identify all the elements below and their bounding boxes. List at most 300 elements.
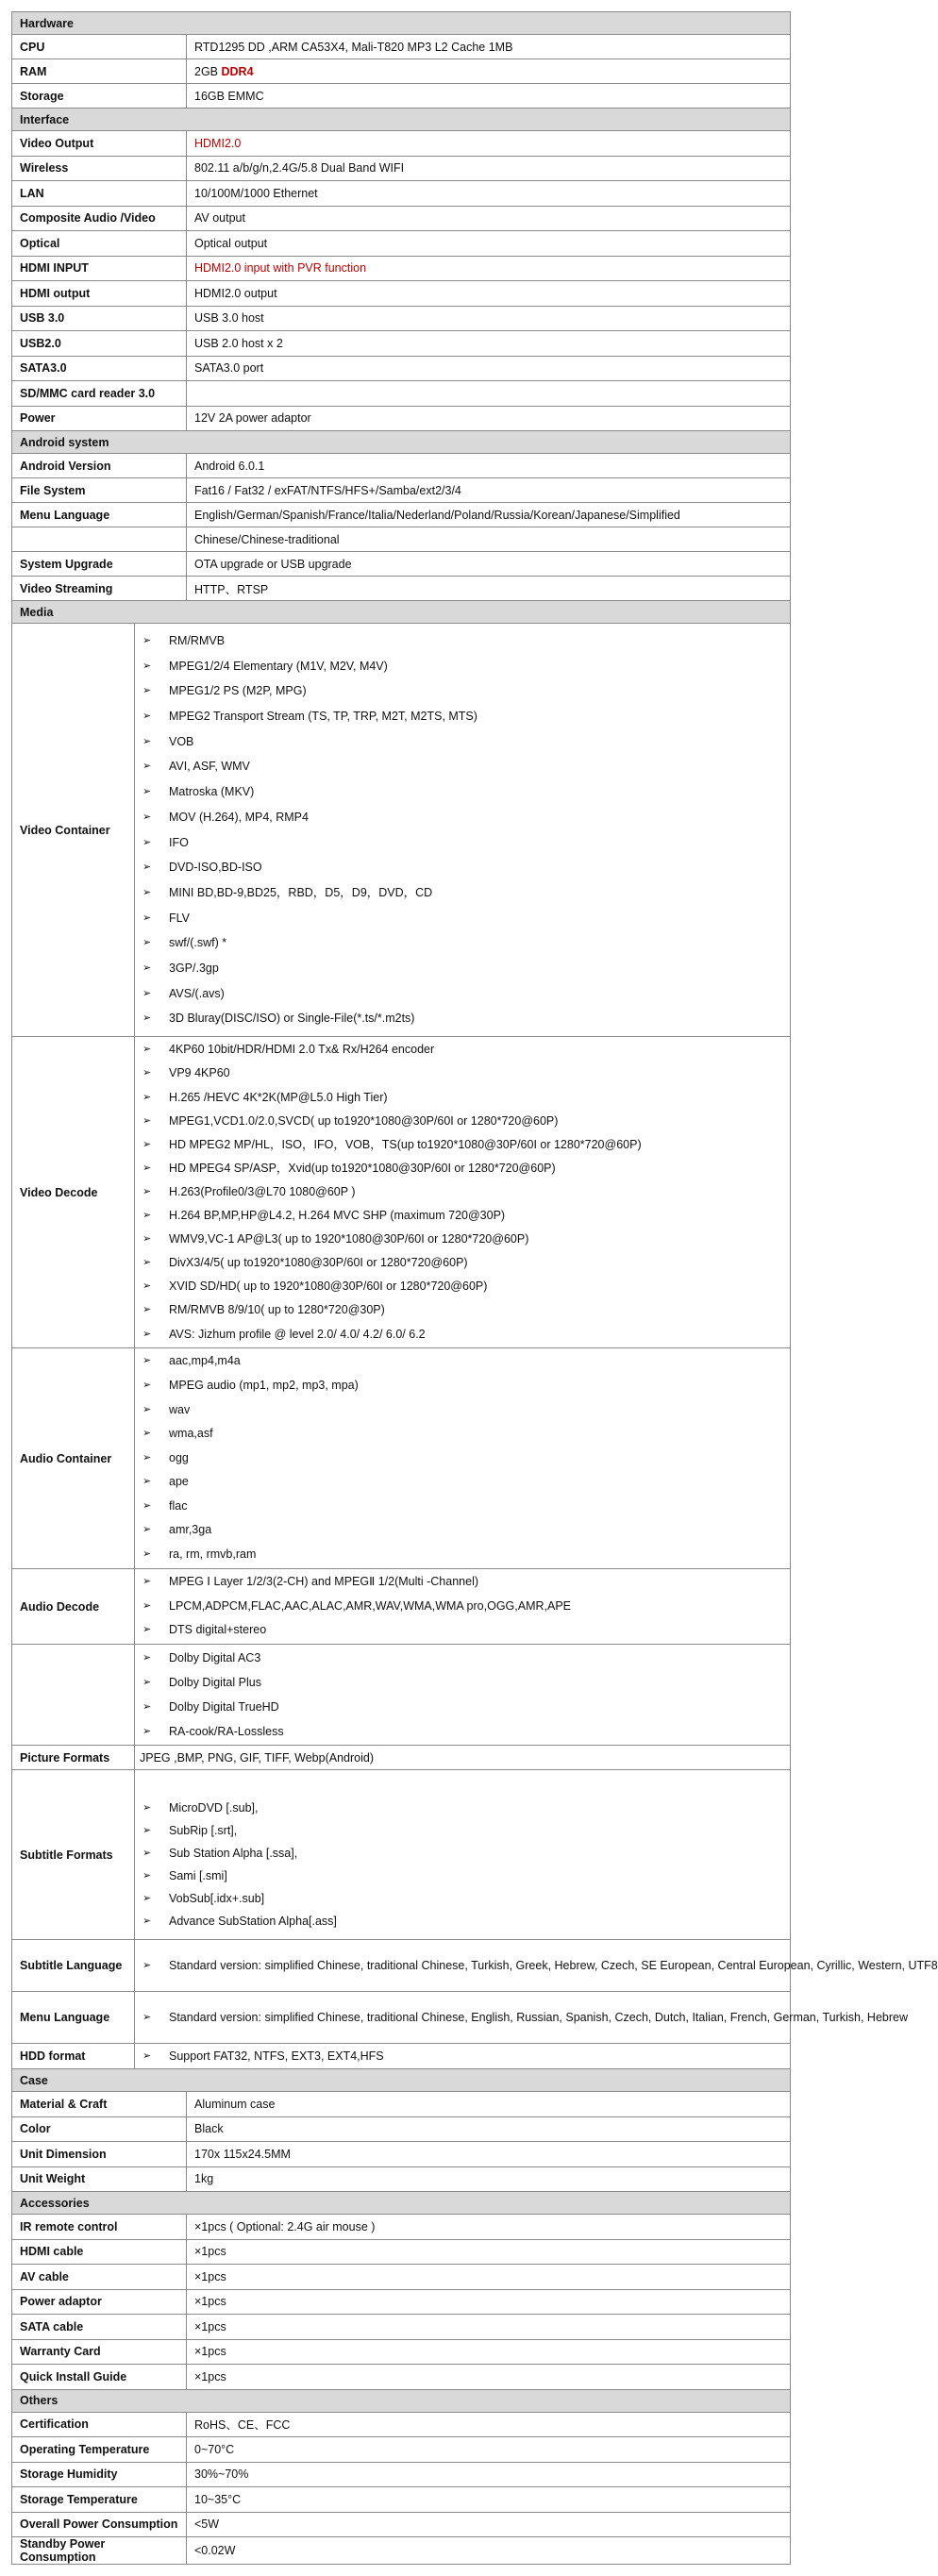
list-item <box>135 2006 909 2030</box>
accessory-3-value: ×1pcs <box>187 2289 791 2315</box>
list-item <box>135 1819 790 1842</box>
interface-5-label: HDMI INPUT <box>12 256 187 281</box>
bullet-arrow-icon: ➢ <box>142 1801 152 1814</box>
storage-row <box>12 84 791 109</box>
list-item-text: FLV <box>169 911 190 925</box>
list-item-text: MPEG2 Transport Stream (TS, TP, TRP, M2T, M2TS, MTS) <box>169 709 477 723</box>
menu-language-value: English/German/Spanish/France/Italia/Nederland/Poland/Russia/Korean/Japanese/Simplified <box>187 503 791 527</box>
bullet-arrow-icon: ➢ <box>142 1328 152 1340</box>
bullet-arrow-icon: ➢ <box>142 634 152 646</box>
subtitle-formats-list <box>135 1770 791 1940</box>
list-item-text: DivX3/4/5( up to1920*1080@30P/60I or 1280*720@60P) <box>169 1256 468 1270</box>
list-item <box>135 1646 790 1670</box>
accessory-1-value: ×1pcs <box>187 2239 791 2265</box>
list-item-text: MPEG1,VCD1.0/2.0,SVCD( up to1920*1080@30P/60I or 1280*720@60P) <box>169 1113 559 1128</box>
storage-value: 16GB EMMC <box>187 84 791 109</box>
interface-6-row <box>12 281 791 307</box>
interface-5-value: HDMI2.0 input with PVR function <box>187 256 791 281</box>
ram-value <box>187 59 791 84</box>
list-item-text: XVID SD/HD( up to 1920*1080@30P/60I or 1280*720@60P) <box>169 1280 488 1294</box>
accessory-6-label: Quick Install Guide <box>12 2365 187 2390</box>
others-3-row <box>12 2487 791 2513</box>
bullet-arrow-icon: ➢ <box>142 735 152 747</box>
accessory-6-value: ×1pcs <box>187 2365 791 2390</box>
case-1-row <box>12 2116 791 2142</box>
list-item <box>135 1133 790 1157</box>
interface-11-row <box>12 406 791 431</box>
others-3-value: 10~35°C <box>187 2487 791 2513</box>
menu-language-label: Menu Language <box>12 503 187 527</box>
list-item-text: Dolby Digital TrueHD <box>169 1700 279 1714</box>
list-item-text: Dolby Digital Plus <box>169 1676 261 1689</box>
list-item <box>135 1670 790 1695</box>
list-item <box>135 1470 790 1495</box>
list-item <box>135 1180 790 1204</box>
others-3-label: Storage Temperature <box>12 2487 187 2513</box>
list-item-text: Advance SubStation Alpha[.ass] <box>169 1914 337 1928</box>
accessory-4-label: SATA cable <box>12 2315 187 2340</box>
list-item <box>135 880 790 906</box>
case-0-row <box>12 2092 791 2117</box>
bullet-arrow-icon: ➢ <box>142 1280 152 1293</box>
bullet-arrow-icon: ➢ <box>142 685 152 697</box>
storage-label: Storage <box>12 84 187 109</box>
case-1-value: Black <box>187 2116 791 2142</box>
interface-0-value: HDMI2.0 <box>187 131 791 157</box>
others-5-label: Standby Power Consumption <box>12 2537 187 2565</box>
bullet-arrow-icon: ➢ <box>142 2011 152 2023</box>
interface-11-label: Power <box>12 406 187 431</box>
list-item-text: MPEG1/2/4 Elementary (M1V, M2V, M4V) <box>169 659 388 673</box>
bullet-arrow-icon: ➢ <box>142 660 152 672</box>
case-3-label: Unit Weight <box>12 2166 187 2192</box>
list-item-text: AVS/(.avs) <box>169 986 225 1000</box>
list-item <box>135 678 790 704</box>
accessory-3-row <box>12 2289 791 2315</box>
case-3-value: 1kg <box>187 2166 791 2192</box>
case-3-row <box>12 2166 791 2192</box>
video-decode-row <box>12 1037 791 1348</box>
bullet-arrow-icon: ➢ <box>142 1576 152 1588</box>
list-item <box>135 1398 790 1423</box>
accessory-5-label: Warranty Card <box>12 2339 187 2365</box>
list-item <box>135 1887 790 1910</box>
others-0-value: RoHS、CE、FCC <box>187 2412 791 2437</box>
list-item-text: Sami [.smi] <box>169 1868 227 1882</box>
bullet-arrow-icon: ➢ <box>142 1379 152 1391</box>
subtitle-formats-items <box>135 1778 790 1932</box>
list-item <box>135 654 790 679</box>
video-container-row <box>12 624 791 1037</box>
section-title: Interface <box>12 109 791 131</box>
interface-3-row <box>12 206 791 231</box>
list-item <box>135 1695 790 1719</box>
others-2-value: 30%~70% <box>187 2462 791 2487</box>
interface-section-header <box>12 109 791 131</box>
bullet-arrow-icon: ➢ <box>142 1257 152 1269</box>
list-item-text: ra, rm, rmvb,ram <box>169 1547 257 1562</box>
audio-container-list <box>135 1348 791 1569</box>
subtitle-language-label: Subtitle Language <box>12 1940 135 1992</box>
audio-extra-row <box>12 1645 791 1746</box>
bullet-arrow-icon: ➢ <box>142 1114 152 1127</box>
list-item <box>135 729 790 755</box>
accessories-section-header <box>12 2192 791 2215</box>
menu-language-media-label: Menu Language <box>12 1992 135 2044</box>
interface-10-row <box>12 381 791 407</box>
bullet-arrow-icon: ➢ <box>142 1726 152 1737</box>
others-4-label: Overall Power Consumption <box>12 2512 187 2537</box>
list-item-text: Matroska (MKV) <box>169 785 255 799</box>
video-container-list <box>135 624 791 1037</box>
audio-container-items <box>135 1349 790 1566</box>
list-item <box>135 1062 790 1085</box>
list-item-text: Standard version: simplified Chinese, traditional Chinese, Turkish, Greek, Hebrew, Czech, SE European, Central European, Cyrillic, Western, UTF8 <box>169 1958 938 1972</box>
list-item-text: 3GP/.3gp <box>169 962 219 976</box>
interface-9-row <box>12 356 791 381</box>
interface-3-label: Composite Audio /Video <box>12 206 187 231</box>
ram-row <box>12 59 791 84</box>
interface-6-label: HDMI output <box>12 281 187 307</box>
others-section-header <box>12 2389 791 2412</box>
interface-2-value: 10/100M/1000 Ethernet <box>187 181 791 207</box>
bullet-arrow-icon: ➢ <box>142 1012 152 1025</box>
list-item-text: VOB <box>169 734 194 748</box>
bullet-arrow-icon: ➢ <box>142 1599 152 1612</box>
accessory-4-value: ×1pcs <box>187 2315 791 2340</box>
bullet-arrow-icon: ➢ <box>142 1959 152 1971</box>
bullet-arrow-icon: ➢ <box>142 1476 152 1488</box>
list-item <box>135 1447 790 1471</box>
bullet-arrow-icon: ➢ <box>142 1138 152 1150</box>
interface-1-value: 802.11 a/b/g/n,2.4G/5.8 Dual Band WIFI <box>187 156 791 181</box>
bullet-arrow-icon: ➢ <box>142 2050 152 2062</box>
list-item <box>135 1842 790 1865</box>
bullet-arrow-icon: ➢ <box>142 761 152 773</box>
menu-language-media-list <box>135 1992 909 2044</box>
spec-table <box>11 11 938 2565</box>
menu-language-cont-value: Chinese/Chinese-traditional <box>187 527 791 552</box>
case-section-header <box>12 2069 791 2092</box>
system-upgrade-value: OTA upgrade or USB upgrade <box>187 552 791 577</box>
case-2-row <box>12 2142 791 2167</box>
section-title: Case <box>12 2069 791 2092</box>
file-system-row <box>12 478 791 503</box>
list-item-text: MINI BD,BD-9,BD25，RBD，D5，D9，DVD，CD <box>169 885 433 899</box>
bullet-arrow-icon: ➢ <box>142 836 152 848</box>
list-item <box>135 1251 790 1275</box>
list-item <box>135 1323 790 1347</box>
interface-6-value: HDMI2.0 output <box>187 281 791 307</box>
interface-0-label: Video Output <box>12 131 187 157</box>
list-item-text: aac,mp4,m4a <box>169 1354 241 1368</box>
others-5-row <box>12 2537 791 2565</box>
video-decode-label: Video Decode <box>12 1037 135 1348</box>
case-0-label: Material & Craft <box>12 2092 187 2117</box>
hardware-section-header <box>12 12 791 35</box>
list-item-text: 4KP60 10bit/HDR/HDMI 2.0 Tx& Rx/H264 encoder <box>169 1043 435 1057</box>
list-item <box>135 1038 790 1062</box>
list-item <box>135 956 790 981</box>
others-4-value: <5W <box>187 2512 791 2537</box>
bullet-arrow-icon: ➢ <box>142 1524 152 1536</box>
interface-4-value: Optical output <box>187 231 791 257</box>
interface-10-value <box>187 381 791 407</box>
section-title: Android system <box>12 431 791 454</box>
list-item <box>135 1719 790 1744</box>
bullet-arrow-icon: ➢ <box>142 1915 152 1927</box>
subtitle-formats-row <box>12 1770 791 1940</box>
list-item <box>135 704 790 729</box>
accessory-2-value: ×1pcs <box>187 2265 791 2290</box>
list-item-text: Sub Station Alpha [.ssa], <box>169 1846 298 1860</box>
list-item <box>135 1157 790 1180</box>
list-item <box>135 1349 790 1374</box>
section-title: Hardware <box>12 12 791 35</box>
list-item <box>135 2045 790 2067</box>
list-item <box>135 754 790 779</box>
bullet-arrow-icon: ➢ <box>142 1428 152 1440</box>
bullet-arrow-icon: ➢ <box>142 1624 152 1636</box>
list-item-text: DVD-ISO,BD-ISO <box>169 861 262 875</box>
interface-0-row <box>12 131 791 157</box>
others-1-label: Operating Temperature <box>12 2437 187 2463</box>
list-item-text: RA-cook/RA-Lossless <box>169 1725 284 1738</box>
accessory-5-row <box>12 2339 791 2365</box>
list-item <box>135 1298 790 1322</box>
system-upgrade-label: System Upgrade <box>12 552 187 577</box>
list-item <box>135 1275 790 1298</box>
list-item-text: AVS: Jizhum profile @ level 2.0/ 4.0/ 4.2/ 6.0/ 6.2 <box>169 1327 426 1341</box>
list-item <box>135 805 790 830</box>
video-streaming-row <box>12 577 791 601</box>
list-item <box>135 1570 790 1595</box>
list-item-text: H.263(Profile0/3@L70 1080@60P ) <box>169 1184 356 1198</box>
audio-container-label: Audio Container <box>12 1348 135 1569</box>
list-item-text: DTS digital+stereo <box>169 1623 267 1637</box>
list-item-text: MPEG1/2 PS (M2P, MPG) <box>169 684 307 698</box>
spec-sheet <box>11 11 938 2565</box>
accessory-2-row <box>12 2265 791 2290</box>
interface-10-label: SD/MMC card reader 3.0 <box>12 381 187 407</box>
list-item <box>135 906 790 931</box>
case-2-value: 170x 115x24.5MM <box>187 2142 791 2167</box>
subtitle-language-list <box>135 1940 938 1992</box>
bullet-arrow-icon: ➢ <box>142 937 152 949</box>
others-5-value: <0.02W <box>187 2537 791 2565</box>
accessory-0-row <box>12 2215 791 2240</box>
bullet-arrow-icon: ➢ <box>142 861 152 874</box>
hdd-format-list <box>135 2044 791 2069</box>
menu-language-row <box>12 503 791 527</box>
list-item <box>135 628 790 654</box>
others-4-row <box>12 2512 791 2537</box>
bullet-arrow-icon: ➢ <box>142 1451 152 1464</box>
list-item-text: flac <box>169 1498 188 1513</box>
list-item <box>135 855 790 880</box>
video-container-items <box>135 628 790 1031</box>
list-item <box>135 779 790 805</box>
interface-7-row <box>12 306 791 331</box>
list-item <box>135 830 790 856</box>
list-item <box>135 1204 790 1228</box>
bullet-arrow-icon: ➢ <box>142 1499 152 1512</box>
list-item <box>135 1797 790 1819</box>
bullet-arrow-icon: ➢ <box>142 1548 152 1561</box>
subtitle-language-items <box>135 1954 938 1978</box>
accessory-4-row <box>12 2315 791 2340</box>
system-upgrade-row <box>12 552 791 577</box>
bullet-arrow-icon: ➢ <box>142 1824 152 1836</box>
audio-decode-label: Audio Decode <box>12 1569 135 1645</box>
interface-1-row <box>12 156 791 181</box>
list-item-text: Support FAT32, NTFS, EXT3, EXT4,HFS <box>169 2049 384 2063</box>
file-system-value: Fat16 / Fat32 / exFAT/NTFS/HFS+/Samba/ext2/3/4 <box>187 478 791 503</box>
accessory-6-row <box>12 2365 791 2390</box>
list-item-text: VobSub[.idx+.sub] <box>169 1891 265 1905</box>
list-item-text: H.265 /HEVC 4K*2K(MP@L5.0 High Tier) <box>169 1090 388 1104</box>
list-item-text: Standard version: simplified Chinese, traditional Chinese, English, Russian, Spanish, Czech, Dutch, Italian, French, German, Turkish, Hebrew <box>169 2010 909 2024</box>
interface-9-label: SATA3.0 <box>12 356 187 381</box>
bullet-arrow-icon: ➢ <box>142 811 152 823</box>
accessory-2-label: AV cable <box>12 2265 187 2290</box>
ram-label: RAM <box>12 59 187 84</box>
android-system-section-header <box>12 431 791 454</box>
list-item <box>135 1595 790 1619</box>
list-item-text: wav <box>169 1402 191 1416</box>
ram-type-highlight: DDR4 <box>221 64 254 78</box>
interface-7-label: USB 3.0 <box>12 306 187 331</box>
audio-decode-row <box>12 1569 791 1645</box>
list-item <box>135 1543 790 1567</box>
section-title: Accessories <box>12 2192 791 2215</box>
others-2-label: Storage Humidity <box>12 2462 187 2487</box>
list-item-text: AVI, ASF, WMV <box>169 760 250 774</box>
list-item-text: swf/(.swf) * <box>169 936 227 950</box>
others-0-label: Certification <box>12 2412 187 2437</box>
menu-language-cont-row <box>12 527 791 552</box>
interface-5-row <box>12 256 791 281</box>
accessory-5-value: ×1pcs <box>187 2339 791 2365</box>
list-item <box>135 1228 790 1251</box>
interface-8-row <box>12 331 791 357</box>
android-version-row <box>12 454 791 478</box>
others-1-row <box>12 2437 791 2463</box>
video-container-label: Video Container <box>12 624 135 1037</box>
media-section-header <box>12 601 791 624</box>
bullet-arrow-icon: ➢ <box>142 1677 152 1688</box>
list-item-text: HD MPEG4 SP/ASP，Xvid(up to1920*1080@30P/60I or 1280*720@60P) <box>169 1161 556 1175</box>
list-item <box>135 1954 938 1978</box>
others-2-row <box>12 2462 791 2487</box>
bullet-arrow-icon: ➢ <box>142 1892 152 1904</box>
interface-11-value: 12V 2A power adaptor <box>187 406 791 431</box>
subtitle-formats-label: Subtitle Formats <box>12 1770 135 1940</box>
interface-2-row <box>12 181 791 207</box>
android-version-value: Android 6.0.1 <box>187 454 791 478</box>
bullet-arrow-icon: ➢ <box>142 1701 152 1713</box>
list-item <box>135 1910 790 1932</box>
list-item-text: WMV9,VC-1 AP@L3( up to 1920*1080@30P/60I or 1280*720@60P) <box>169 1232 529 1246</box>
interface-4-label: Optical <box>12 231 187 257</box>
interface-4-row <box>12 231 791 257</box>
case-0-value: Aluminum case <box>187 2092 791 2117</box>
list-item <box>135 1374 790 1398</box>
bullet-arrow-icon: ➢ <box>142 886 152 898</box>
list-item-text: IFO <box>169 835 189 849</box>
cpu-value: RTD1295 DD ,ARM CA53X4, Mali-T820 MP3 L2 Cache 1MB <box>187 35 791 59</box>
bullet-arrow-icon: ➢ <box>142 1403 152 1415</box>
section-title: Media <box>12 601 791 624</box>
hdd-format-label: HDD format <box>12 2044 135 2069</box>
cpu-label: CPU <box>12 35 187 59</box>
interface-2-label: LAN <box>12 181 187 207</box>
interface-8-value: USB 2.0 host x 2 <box>187 331 791 357</box>
accessory-0-label: IR remote control <box>12 2215 187 2240</box>
others-0-row <box>12 2412 791 2437</box>
accessory-1-row <box>12 2239 791 2265</box>
audio-container-row <box>12 1348 791 1569</box>
bullet-arrow-icon: ➢ <box>142 1233 152 1246</box>
bullet-arrow-icon: ➢ <box>142 962 152 975</box>
list-item-text: MOV (H.264), MP4, RMP4 <box>169 810 309 824</box>
list-item <box>135 1422 790 1447</box>
picture-formats-row <box>12 1746 791 1770</box>
menu-language-media-items <box>135 2006 909 2030</box>
list-item-text: Dolby Digital AC3 <box>169 1651 261 1664</box>
menu-language-cont-label <box>12 527 187 552</box>
audio-extra-label <box>12 1645 135 1746</box>
bullet-arrow-icon: ➢ <box>142 786 152 798</box>
file-system-label: File System <box>12 478 187 503</box>
subtitle-language-row <box>12 1940 791 1992</box>
audio-decode-list <box>135 1569 791 1645</box>
interface-9-value: SATA3.0 port <box>187 356 791 381</box>
picture-formats-label: Picture Formats <box>12 1746 135 1770</box>
bullet-arrow-icon: ➢ <box>142 1162 152 1174</box>
list-item-text: RM/RMVB 8/9/10( up to 1280*720@30P) <box>169 1303 385 1317</box>
list-item <box>135 1086 790 1110</box>
cpu-row <box>12 35 791 59</box>
bullet-arrow-icon: ➢ <box>142 1355 152 1367</box>
audio-extra-items <box>135 1646 790 1744</box>
list-item-text: 3D Bluray(DISC/ISO) or Single-File(*.ts/*.m2ts) <box>169 1012 415 1026</box>
list-item <box>135 981 790 1007</box>
list-item-text: VP9 4KP60 <box>169 1066 230 1080</box>
bullet-arrow-icon: ➢ <box>142 912 152 924</box>
bullet-arrow-icon: ➢ <box>142 987 152 999</box>
interface-8-label: USB2.0 <box>12 331 187 357</box>
android-version-label: Android Version <box>12 454 187 478</box>
bullet-arrow-icon: ➢ <box>142 1869 152 1882</box>
hdd-format-items <box>135 2045 790 2067</box>
list-item <box>135 930 790 956</box>
list-item-text: MPEG Ⅰ Layer 1/2/3(2-CH) and MPEGⅡ 1/2(Multi -Channel) <box>169 1575 479 1589</box>
bullet-arrow-icon: ➢ <box>142 1652 152 1664</box>
hdd-format-row <box>12 2044 791 2069</box>
list-item <box>135 1518 790 1543</box>
list-item-text: HD MPEG2 MP/HL，ISO，IFO，VOB，TS(up to1920*1080@30P/60I or 1280*720@60P) <box>169 1137 642 1151</box>
interface-7-value: USB 3.0 host <box>187 306 791 331</box>
bullet-arrow-icon: ➢ <box>142 1304 152 1316</box>
bullet-arrow-icon: ➢ <box>142 1091 152 1103</box>
ram-value-text: 2GB <box>194 64 222 78</box>
picture-formats-value: JPEG ,BMP, PNG, GIF, TIFF, Webp(Android) <box>135 1746 791 1770</box>
interface-1-label: Wireless <box>12 156 187 181</box>
list-item-text: H.264 BP,MP,HP@L4.2, H.264 MVC SHP (maximum 720@30P) <box>169 1209 506 1223</box>
list-item-text: RM/RMVB <box>169 633 226 647</box>
bullet-arrow-icon: ➢ <box>142 710 152 722</box>
